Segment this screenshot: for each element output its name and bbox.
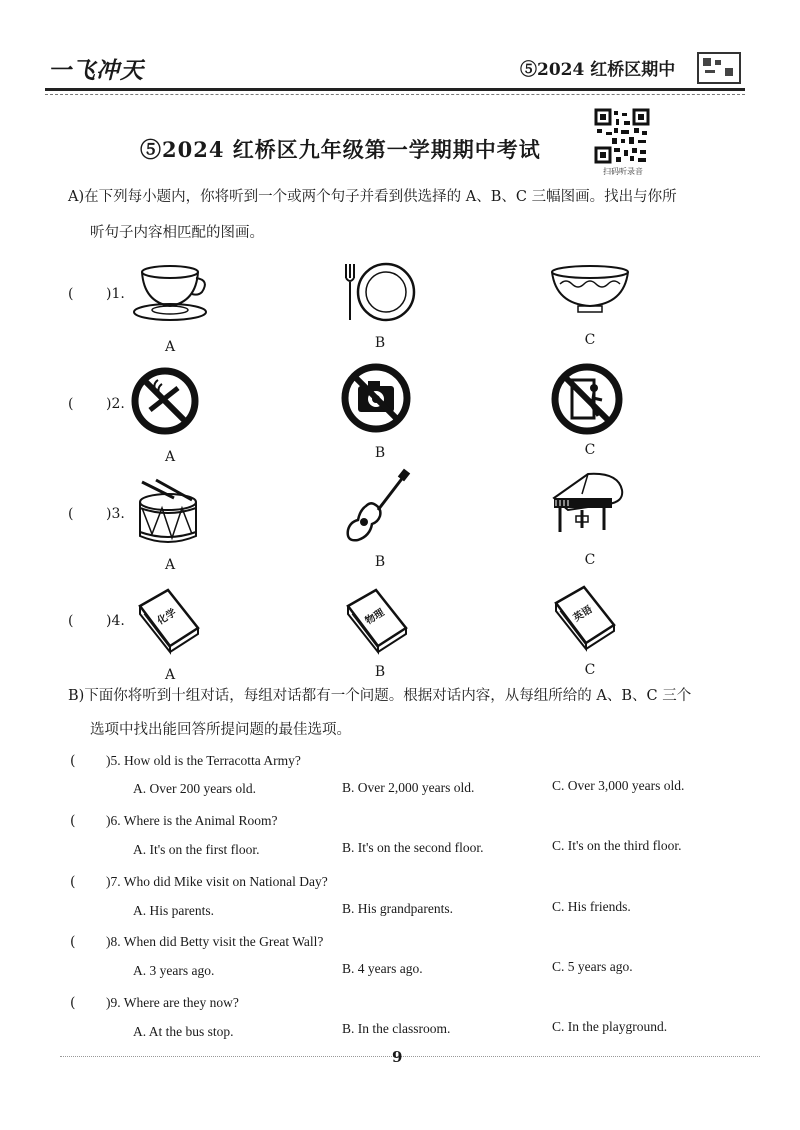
question-number: )1. [106,286,125,302]
answer-paren[interactable]: ( [68,613,74,629]
answer-paren[interactable]: ( [70,874,76,890]
answer-paren[interactable]: ( [70,753,76,769]
footer-rule [60,1056,760,1057]
option-label: A [164,667,176,683]
question-number: )3. [106,506,125,522]
question-number: )4. [106,613,125,629]
option-b[interactable]: B. It's on the second floor. [342,840,484,855]
option-label: A [164,557,176,573]
guitar-icon [344,470,410,544]
option-c[interactable]: C. 5 years ago. [552,959,633,974]
teacup-icon [130,262,210,322]
header-rule-dashed [45,94,745,95]
answer-paren[interactable]: ( [70,813,76,829]
question-text: )7. Who did Mike visit on National Day? [106,874,328,889]
option-label: C [584,552,596,568]
option-a[interactable]: A. Over 200 years old. [133,781,256,796]
question-text: )5. How old is the Terracotta Army? [106,753,301,768]
option-b[interactable]: B. Over 2,000 years old. [342,780,475,795]
section-b-instruction-1: B)下面你将听到十组对话，每组对话都有一个问题。根据对话内容，从每组所给的 A、B、C 三个 [68,688,692,704]
question-number: )2. [106,396,125,412]
option-label: B [374,554,386,570]
chemistry-book-icon [134,586,204,652]
no-smoking-icon [130,366,200,436]
option-a[interactable]: A. 3 years ago. [133,963,215,978]
physics-book-icon [342,586,412,652]
option-a[interactable]: A. It's on the first floor. [133,842,260,857]
option-label: C [584,662,596,678]
book-title: 英语 [571,604,595,625]
answer-paren[interactable]: ( [68,396,74,412]
answer-paren[interactable]: ( [70,934,76,950]
option-c[interactable]: C. Over 3,000 years old. [552,778,685,793]
option-label: B [374,445,386,461]
option-label: B [374,335,386,351]
page-number: 9 [392,1048,403,1066]
series-title: ⑤2024 红桥区期中 [520,60,676,80]
option-c[interactable]: C. His friends. [552,899,631,914]
stamp-icon [697,52,741,84]
question-text: )9. Where are they now? [106,995,239,1010]
option-b[interactable]: B. His grandparents. [342,901,453,916]
no-photo-icon [340,362,412,434]
plate-icon [340,260,420,324]
option-a[interactable]: A. At the bus stop. [133,1024,234,1039]
option-c[interactable]: C. It's on the third floor. [552,838,682,853]
brand-logo: 一飞冲天 [48,57,144,84]
section-a-instruction-1: A)在下列每小题内，你将听到一个或两个句子并看到供选择的 A、B、C 三幅图画。找出与你所 [68,189,677,205]
no-entry-icon [550,362,624,436]
english-book-icon [550,583,620,649]
piano-icon [548,470,628,540]
qr-code-icon[interactable] [594,108,650,164]
answer-paren[interactable]: ( [68,286,74,302]
option-label: A [164,449,176,465]
option-label: C [584,332,596,348]
option-c[interactable]: C. In the playground. [552,1019,668,1034]
option-a[interactable]: A. His parents. [133,903,214,918]
answer-paren[interactable]: ( [70,995,76,1011]
option-b[interactable]: B. In the classroom. [342,1021,451,1036]
question-text: )8. When did Betty visit the Great Wall? [106,934,324,949]
option-b[interactable]: B. 4 years ago. [342,961,423,976]
page-title: ⑤2024 红桥区九年级第一学期期中考试 [140,137,541,162]
section-b-instruction-2: 选项中找出能回答所提问题的最佳选项。 [90,722,351,738]
header-rule [45,88,745,91]
question-text: )6. Where is the Animal Room? [106,813,278,828]
book-title: 化学 [155,607,179,628]
bowl-icon [548,264,632,316]
option-label: C [584,442,596,458]
section-a-instruction-2: 听句子内容相匹配的图画。 [90,225,264,241]
answer-paren[interactable]: ( [68,506,74,522]
qr-caption: 扫码听录音 [603,167,643,176]
option-label: B [374,664,386,680]
option-label: A [164,339,176,355]
drum-icon [134,478,204,550]
book-title: 物理 [363,607,387,628]
